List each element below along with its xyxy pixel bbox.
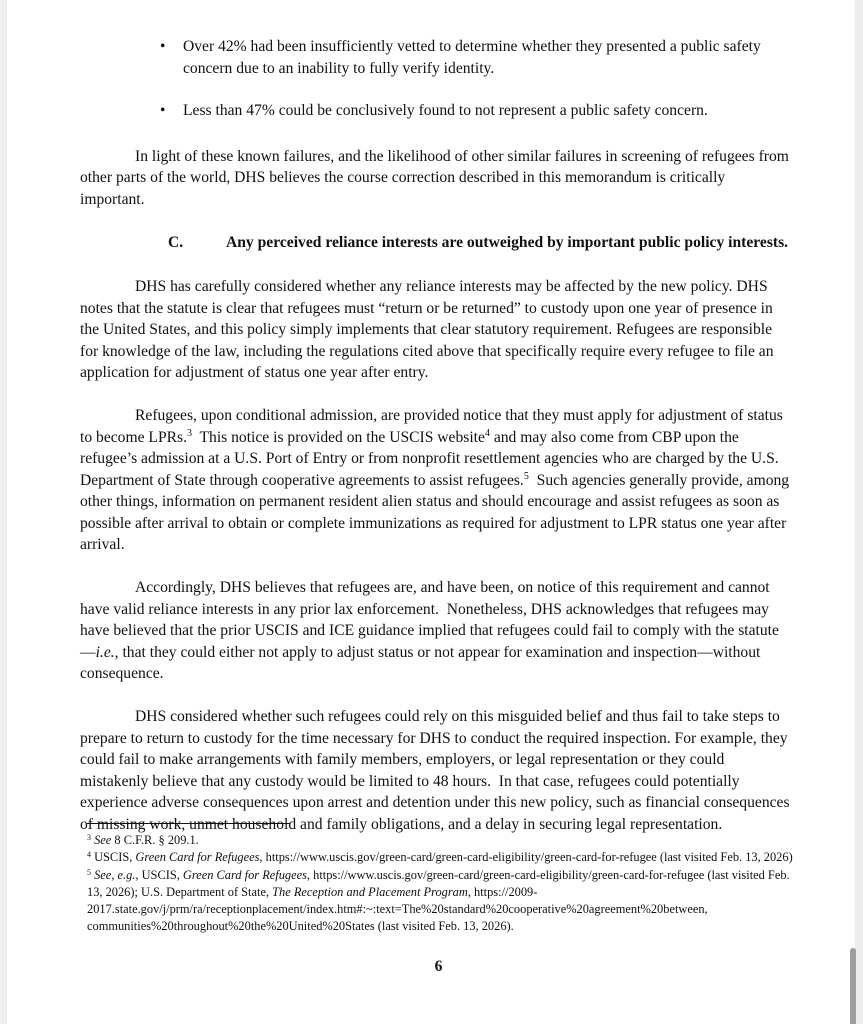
bullet-text: Less than 47% could be conclusively found to not represent a public safety concern. xyxy=(183,102,708,119)
paragraph-accordingly xyxy=(80,577,790,685)
footnote-text: USCIS, xyxy=(91,850,136,865)
paragraph-intro: In light of these known failures, and the likelihood of other similar failures in screening of refugees from other parts of the world, DHS believes the course correction described in this memorandum is critically important. xyxy=(80,147,789,208)
paragraph-text: Accordingly, DHS believes that refugees are, and have been, on notice of this requirement and cannot have valid reliance interests in any prior lax enforcement. Nonetheless, DHS acknowledges that refugees may have believed that the prior USCIS and ICE guidance implied that refugees could fail to comply with the statute— xyxy=(80,579,779,661)
footnote-4 xyxy=(87,849,797,866)
footnote-ref[interactable]: 4 xyxy=(484,427,490,439)
footnote-text: , USCIS, xyxy=(135,867,183,882)
italic-text: e.g. xyxy=(117,867,136,882)
document-page xyxy=(7,0,855,1024)
paragraph-text: , that they could either not apply to adjust status or not appear for examination and inspection—without consequence. xyxy=(80,643,761,682)
italic-text: The Reception and Placement Program xyxy=(272,884,468,899)
page-number: 6 xyxy=(434,958,443,975)
footnote-number: 4 xyxy=(87,850,91,860)
bullet-list xyxy=(80,36,790,122)
footnote-divider xyxy=(87,823,290,824)
footnote-link-text[interactable]: , https://www.uscis.gov/green-card/green-card-eligibility/green-card-for-refugee (last visited Feb. 13, 2026); U.S. Department of State, xyxy=(87,867,790,899)
scrollbar-track[interactable] xyxy=(855,0,863,1024)
paragraph-consequences: DHS considered whether such refugees could rely on this misguided belief and thus fail to take steps to prepare to return to custody for the time necessary for DHS to conduct the required inspection. For example, they could fail to make arrangements with family members, employers, or legal representation or they could mistakenly believe that any custody would be limited to 48 hours. In that case, refugees could potentially experience adverse consequences upon arrest and detention under this new policy, such as financial consequences of missing work, unmet household and family obligations, and a delay in securing legal representation. xyxy=(80,708,794,833)
footnote-number: 5 xyxy=(87,867,91,877)
bullet-item xyxy=(80,36,790,79)
paragraph-reliance: DHS has carefully considered whether any reliance interests may be affected by the new policy. DHS notes that the statute is clear that refugees must “return or be returned” to custody upon one year of presence in the United States, and this policy simply implements that clear statutory requirement. Refugees are responsible for knowledge of the law, including the regulations cited above that specifically require every refugee to file an application for adjustment of status one year after entry. xyxy=(80,278,774,381)
footnotes xyxy=(87,832,797,936)
footnote-text: , xyxy=(111,867,118,882)
italic-text: See xyxy=(94,833,112,847)
footnote-number: 3 xyxy=(87,833,91,842)
bullet-icon: • xyxy=(160,102,166,119)
footnote-5 xyxy=(87,867,797,936)
bullet-text: Over 42% had been insufficiently vetted to determine whether they presented a public safety concern due to an inability to fully verify identity. xyxy=(183,38,761,77)
footnote-3 xyxy=(87,832,797,849)
paragraph-text: and may also come from CBP upon the refugee’s admission at a U.S. Port of Entry or from nonprofit resettlement agencies who are charged by the U.S. Department of State through cooperative agreements to assist refugees. xyxy=(80,428,779,489)
section-letter: C. xyxy=(168,233,184,251)
section-title: Any perceived reliance interests are outweighed by important public policy interests. xyxy=(226,233,789,251)
footnote-ref[interactable]: 5 xyxy=(523,470,529,482)
bullet-item xyxy=(80,100,790,122)
footnote-link-text[interactable]: , https://2009-2017.state.gov/j/prm/ra/receptionplacement/index.htm#:~:text=The%20standard%20cooperative%20agreement%20between, communities%20throughout%20the%20United%20States (last visited Feb. 13, 2026). xyxy=(87,884,708,934)
paragraph-notice xyxy=(80,405,793,556)
bullet-icon: • xyxy=(160,38,166,55)
paragraph-text: This notice is provided on the USCIS website xyxy=(191,428,485,446)
section-heading xyxy=(80,232,790,254)
footnote-ref[interactable]: 3 xyxy=(186,427,192,439)
paragraph-text: Refugees, upon conditional admission, are provided notice that they must apply for adjustment of status to become LPRs. xyxy=(80,407,783,446)
italic-text: Green Card for Refugees xyxy=(135,850,260,865)
scrollbar-thumb[interactable] xyxy=(850,948,856,1024)
footnote-link-text[interactable]: , https://www.uscis.gov/green-card/green-card-eligibility/green-card-for-refugee (last visited Feb. 13, 2026) xyxy=(259,850,793,865)
paragraph-text: Such agencies generally provide, among other things, information on permanent resident alien status and should encourage and assist refugees as soon as possible after arrival to obtain or complete immunizations as required for adjustment to LPR status one year after arrival. xyxy=(80,471,793,553)
footnote-text: 8 C.F.R. § 209.1. xyxy=(111,833,199,847)
italic-text: i.e. xyxy=(95,643,115,661)
italic-text: See xyxy=(94,867,112,882)
italic-text: Green Card for Refugees xyxy=(182,867,307,882)
